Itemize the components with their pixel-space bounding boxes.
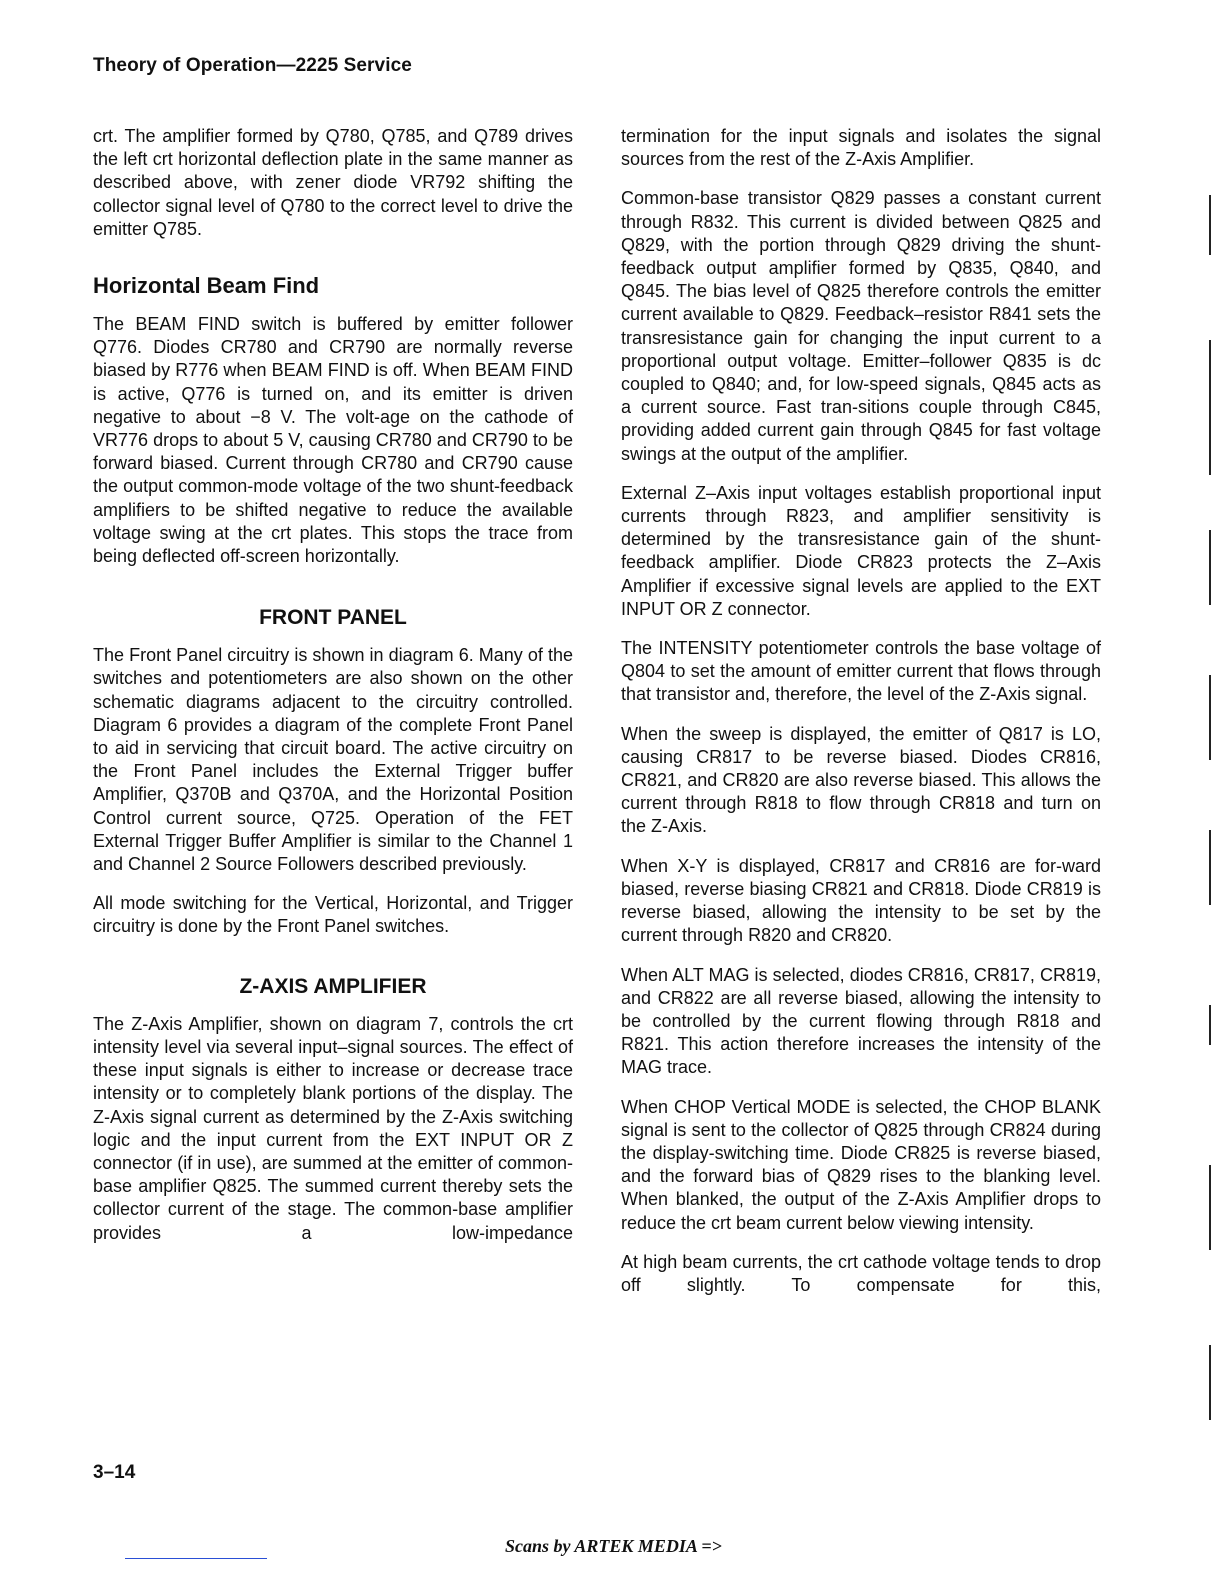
paragraph-mode-switching: All mode switching for the Vertical, Horizontal, and Trigger circuitry is done by the Front Panel switches. — [93, 893, 573, 937]
page-header: Theory of Operation—2225 Service — [93, 55, 412, 76]
paragraph-common-base: Common-base transistor Q829 passes a constant current through R832. This current is divided between Q825 and Q829, with the portion through Q829 driving the shunt-feedback output amplifier formed by Q835, Q840, and Q845. The bias level of Q825 therefore controls the emitter current available to Q829. Feedback–resistor R841 sets the transresistance gain for changing the input current to a proportional output voltage. Emitter–follower Q835 is dc coupled to Q840; and, for low-speed signals, Q845 acts as a current source. Fast tran-sitions couple through C845, providing added current gain through Q845 for fast voltage swings at the output of the amplifier. — [621, 188, 1101, 464]
margin-mark — [1209, 830, 1211, 905]
margin-mark — [1209, 1165, 1211, 1250]
paragraph-horizontal-output: crt. The amplifier formed by Q780, Q785, and Q789 drives the left crt horizontal deflection plate in the same manner as described above, with zener diode VR792 shifting the collector signal level of Q780 to the correct level to drive the emitter Q785. — [93, 126, 573, 239]
heading-z-axis-amplifier: Z-AXIS AMPLIFIER — [239, 974, 427, 998]
heading-front-panel: FRONT PANEL — [259, 606, 407, 630]
heading-horizontal-beam-find: Horizontal Beam Find — [93, 273, 320, 299]
margin-mark — [1209, 530, 1211, 605]
paragraph-alt-mag: When ALT MAG is selected, diodes CR816, CR817, CR819, and CR822 are all reverse biased, allowing the intensity to be controlled by the current flowing through R818 and R821. This action therefore increases the intensity of the MAG trace. — [621, 964, 1101, 1078]
paragraph-intensity-pot: The INTENSITY potentiometer controls the base voltage of Q804 to set the amount of emitter current that flows through that transistor and, therefore, the level of the Z-Axis signal. — [621, 638, 1101, 705]
paragraph-sweep-displayed: When the sweep is displayed, the emitter of Q817 is LO, causing CR817 to be reverse biased. Diodes CR816, CR821, and CR820 are also reverse biased. This allows the current through R818 to flow through CR818 and turn on the Z-Axis. — [621, 723, 1101, 837]
scan-credit: Scans by ARTEK MEDIA => — [505, 1536, 722, 1556]
right-column — [621, 125, 1101, 1297]
paragraph-z-axis-intro: The Z-Axis Amplifier, shown on diagram 7, controls the crt intensity level via several input–signal sources. The effect of these input signals is either to increase or decrease trace intensity or to completely blank portions of the display. The Z-Axis signal current as determined by the Z-Axis switching logic and the input current from the EXT INPUT OR Z connector (if in use), are summed at the emitter of common-base amplifier Q825. The summed current thereby sets the collector current of the stage. The common-base amplifier provides a low-impedance — [93, 1013, 573, 1243]
margin-mark — [1209, 195, 1211, 255]
paragraph-termination: termination for the input signals and isolates the signal sources from the rest of the Z-Axis Amplifier. — [621, 126, 1101, 170]
paragraph-chop-mode: When CHOP Vertical MODE is selected, the CHOP BLANK signal is sent to the collector of Q825 through CR824 during the display-switching time. Diode CR825 is reverse biased, and the forward bias of Q829 rises to the blanking level. When blanked, the output of the Z-Axis Amplifier drops to reduce the crt beam current below viewing intensity. — [621, 1096, 1101, 1233]
margin-mark — [1209, 340, 1211, 475]
margin-mark — [1209, 1005, 1211, 1045]
page-number: 3–14 — [93, 1462, 136, 1483]
margin-mark — [1209, 675, 1211, 760]
margin-mark — [1209, 1345, 1211, 1420]
paragraph-xy-displayed: When X-Y is displayed, CR817 and CR816 are for-ward biased, reverse biasing CR821 and CR818. Diode CR819 is reverse biased, allowing the intensity to be set by the current through R820 and CR820. — [621, 855, 1101, 946]
paragraph-front-panel: The Front Panel circuitry is shown in diagram 6. Many of the switches and potentiometers are also shown on the other schematic diagrams adjacent to the circuitry controlled. Diagram 6 provides a diagram of the complete Front Panel to aid in servicing that circuit board. The active circuitry on the Front Panel includes the External Trigger buffer Amplifier, Q370B and Q370A, and the Horizontal Position Control current source, Q725. Operation of the FET External Trigger Buffer Amplifier is similar to the Channel 1 and Channel 2 Source Followers described previously. — [93, 645, 573, 875]
paragraph-external-z-axis: External Z–Axis input voltages establish proportional input currents through R823, and amplifier sensitivity is determined by the transresistance gain of the shunt-feedback amplifier. Diode CR823 protects the Z–Axis Amplifier if excessive signal levels are applied to the EXT INPUT OR Z connector. — [621, 482, 1101, 619]
paragraph-high-beam: At high beam currents, the crt cathode voltage tends to drop off slightly. To compensate for this, — [621, 1251, 1101, 1295]
footer-link-underline — [125, 1558, 267, 1559]
left-column — [93, 125, 573, 1245]
paragraph-beam-find: The BEAM FIND switch is buffered by emitter follower Q776. Diodes CR780 and CR790 are normally reverse biased by R776 when BEAM FIND is off. When BEAM FIND is active, Q776 is turned on, and its emitter is driven negative to about −8 V. The volt-age on the cathode of VR776 drops to about 5 V, causing CR780 and CR790 to be forward biased. Current through CR780 and CR790 cause the output common-mode voltage of the two shunt-feedback amplifiers to be shifted negative to reduce the available voltage swing at the crt plates. This stops the trace from being deflected off-screen horizontally. — [93, 314, 573, 567]
